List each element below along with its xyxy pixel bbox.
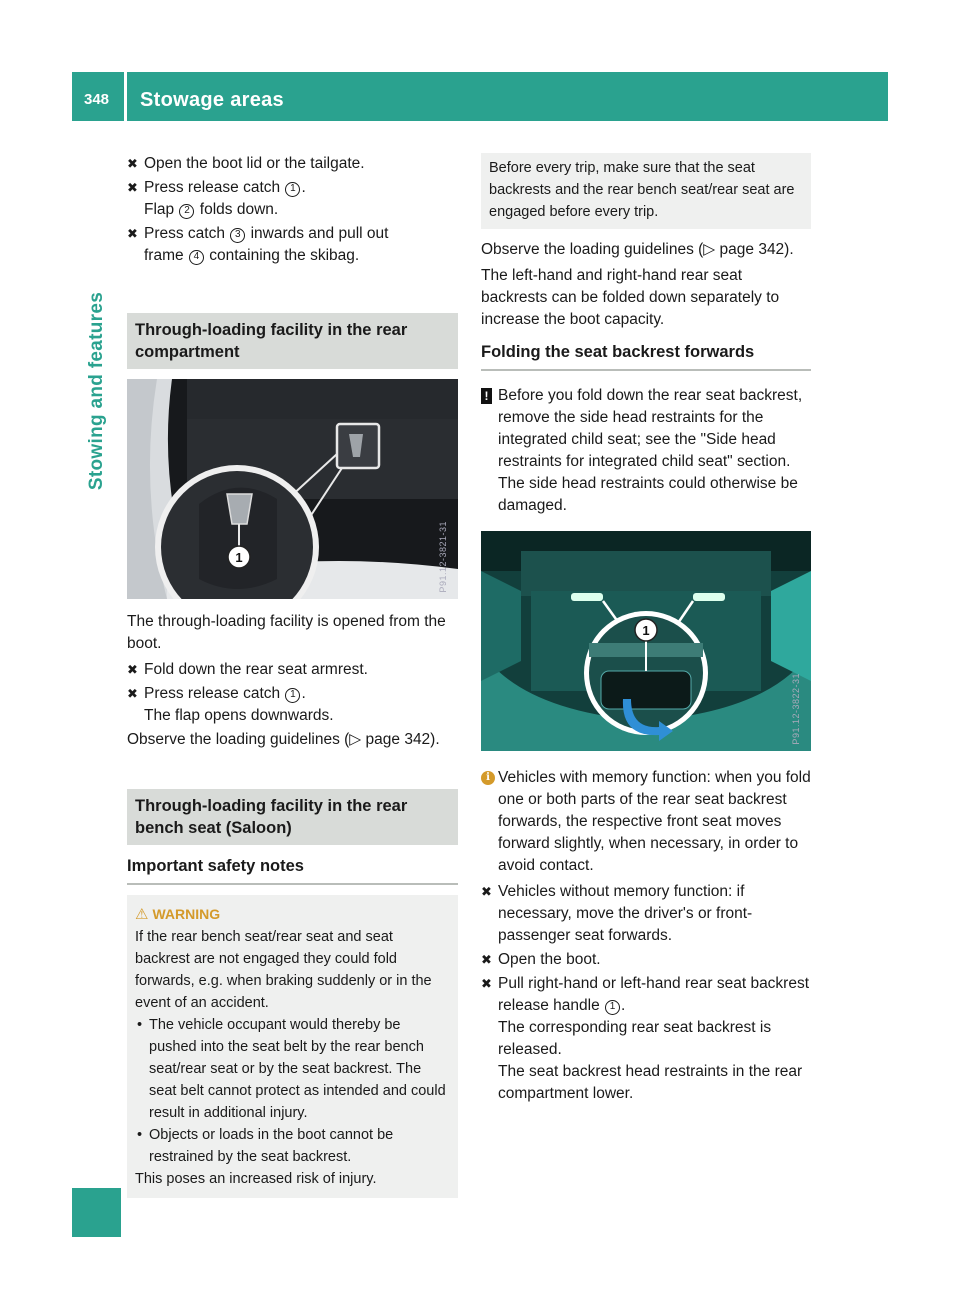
header-separator bbox=[124, 72, 127, 121]
step-arrow-icon: ✖ bbox=[127, 226, 138, 241]
callout-number: 4 bbox=[189, 250, 204, 265]
warning-bullet: • The vehicle occupant would thereby be pushed into the seat belt by the rear bench seat/rear seat or by the seat backrest. The seat belt cannot protect as intended and could result in additional injury. bbox=[137, 1017, 446, 1121]
step-arrow-icon: ✖ bbox=[127, 180, 138, 195]
step-arrow-icon: ✖ bbox=[127, 662, 138, 677]
side-chapter-marker bbox=[72, 1188, 121, 1237]
warning-bullet: • Objects or loads in the boot cannot be restrained by the seat backrest. bbox=[137, 1127, 394, 1165]
paragraph: The through-loading facility is opened from the boot. bbox=[127, 613, 446, 652]
left-column bbox=[127, 153, 458, 1198]
step-arrow-icon: ✖ bbox=[481, 952, 492, 967]
section-heading: Through-loading facility in the rear bench seat (Saloon) bbox=[127, 789, 458, 845]
callout-number: 1 bbox=[285, 182, 300, 197]
caution-note: ! Before you fold down the rear seat backrest, remove the side head restraints for the integrated child seat; see the "Side head restraints for integrated child seat" section. The side head restraints could otherwise be damaged. bbox=[481, 385, 811, 517]
step-item: ✖ Open the boot lid or the tailgate. bbox=[127, 153, 458, 175]
warning-outro: This poses an increased risk of injury. bbox=[135, 1171, 377, 1187]
paragraph: The left-hand and right-hand rear seat backrests can be folded down separately to increase the boot capacity. bbox=[481, 267, 780, 328]
image-code: P91.12-3822-31 bbox=[791, 673, 801, 745]
step-arrow-icon: ✖ bbox=[481, 884, 492, 899]
step-item: ✖ Press release catch 1 . Flap 2 folds down. bbox=[127, 179, 306, 218]
warning-box bbox=[127, 895, 458, 1198]
image-code: P91.12-3821-31 bbox=[438, 521, 448, 593]
info-icon: i bbox=[481, 771, 495, 785]
callout-number: 3 bbox=[230, 228, 245, 243]
section-heading: Through-loading facility in the rear compartment bbox=[127, 313, 458, 369]
step-item: ✖ Vehicles without memory function: if necessary, move the driver's or front-passenger seat forwards. bbox=[481, 883, 753, 944]
subsection-heading: Folding the seat backrest forwards bbox=[481, 341, 811, 371]
page-number: 348 bbox=[84, 91, 110, 108]
step-item: ✖ Fold down the rear seat armrest. bbox=[127, 659, 458, 681]
step-arrow-icon: ✖ bbox=[127, 686, 138, 701]
subsection-heading: Important safety notes bbox=[127, 855, 458, 885]
boot-photo bbox=[127, 379, 458, 599]
step-arrow-icon: ✖ bbox=[127, 156, 138, 171]
rear-seat-photo bbox=[481, 531, 811, 751]
warning-header: ⚠ WARNING bbox=[135, 906, 221, 923]
step-item: ✖ Press catch 3 inwards and pull out frame 4 containing the skibag. bbox=[127, 225, 389, 264]
boot-illustration bbox=[127, 379, 458, 599]
note-box: Before every trip, make sure that the seat backrests and the rear bench seat/rear seat are engaged before every trip. bbox=[481, 153, 811, 229]
step-arrow-icon: ✖ bbox=[481, 976, 492, 991]
callout-number: 1 bbox=[285, 688, 300, 703]
photo-callout-1: 1 bbox=[642, 623, 650, 638]
rear-seat-illustration bbox=[481, 531, 811, 751]
step-item: ✖ Pull right-hand or left-hand rear seat backrest release handle 1 . The corresponding rear seat backrest is released. The seat backrest head restraints in the rear compartment lower. bbox=[481, 975, 810, 1102]
right-column bbox=[481, 153, 811, 1107]
caution-icon: ! bbox=[481, 388, 492, 404]
side-chapter-label: Stowing and features bbox=[85, 291, 107, 491]
info-note: i Vehicles with memory function: when you fold one or both parts of the rear seat backrest forwards, the respective front seat moves forward slightly, when necessary, in order to avoid contact. bbox=[481, 767, 811, 877]
callout-number: 1 bbox=[605, 1000, 620, 1015]
step-item: ✖ Open the boot. bbox=[481, 949, 811, 971]
page-title: Stowage areas bbox=[140, 89, 284, 111]
page-reference[interactable]: Observe the loading guidelines (▷ page 342). bbox=[127, 731, 440, 748]
step-item: ✖ Press release catch 1 . The flap opens downwards. bbox=[127, 685, 334, 724]
callout-number: 2 bbox=[179, 204, 194, 219]
warning-triangle-icon: ⚠ bbox=[135, 906, 149, 923]
page-reference[interactable]: Observe the loading guidelines (▷ page 342). bbox=[481, 241, 794, 258]
warning-intro: If the rear bench seat/rear seat and seat backrest are not engaged they could fold forwards, e.g. when braking suddenly or in the event of an accident. bbox=[135, 929, 432, 1011]
photo-callout-1: 1 bbox=[235, 550, 243, 565]
